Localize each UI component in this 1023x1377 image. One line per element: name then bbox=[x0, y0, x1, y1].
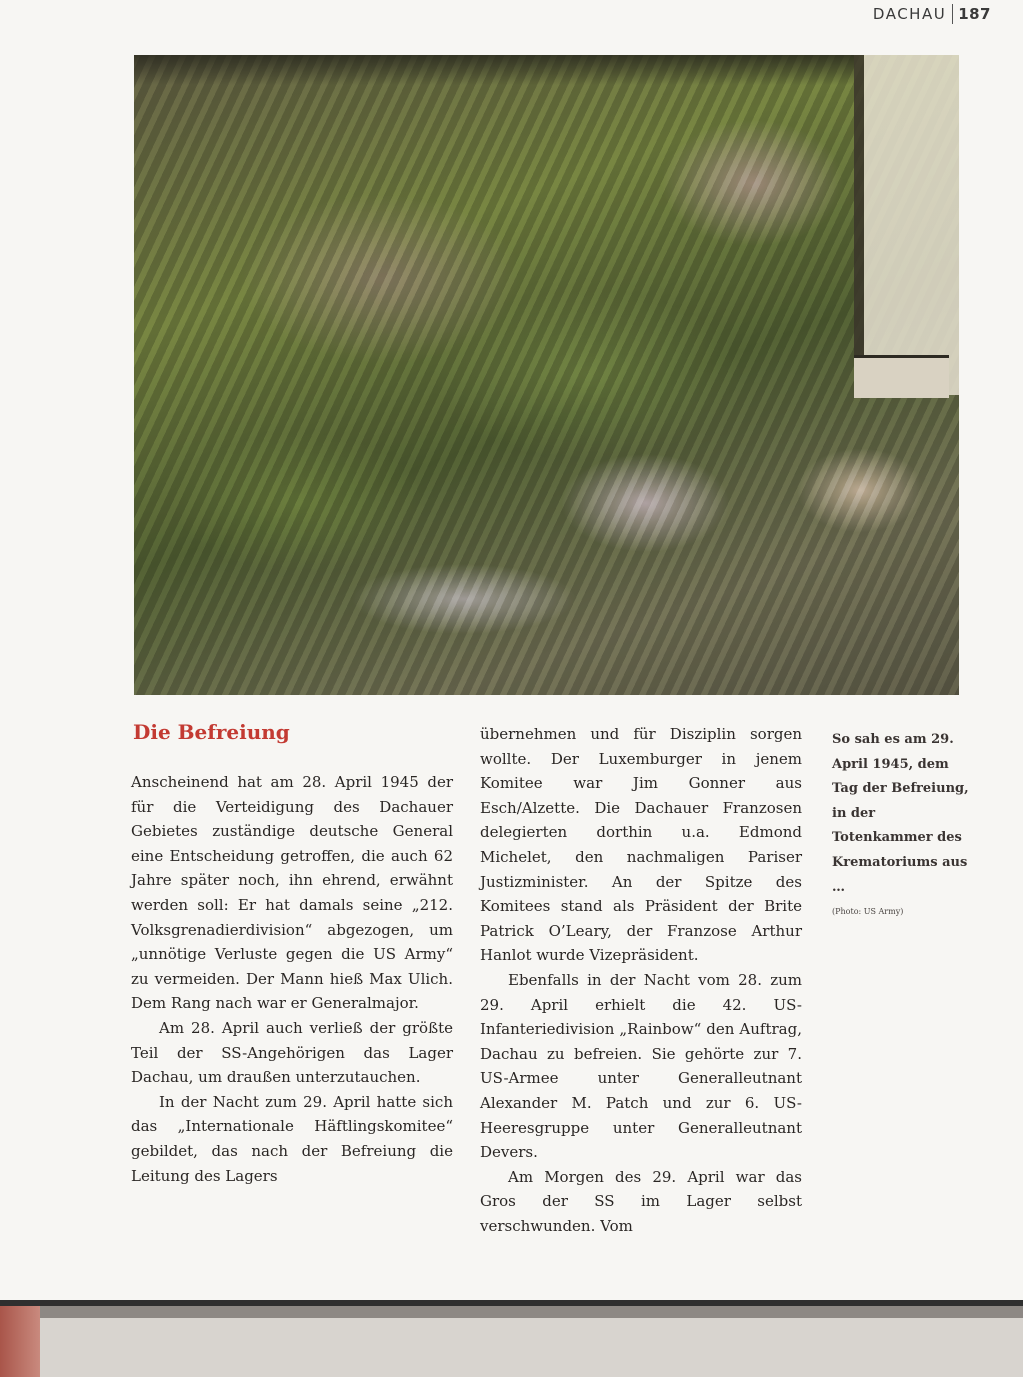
photo-door-frame bbox=[854, 355, 949, 398]
running-header bbox=[873, 4, 991, 24]
photo-texture bbox=[134, 55, 959, 695]
paragraph: In der Nacht zum 29. April hatte sich das „Internationale Häftlingskomitee“ gebildet, das nach der Befreiung die Leitung des Lagers bbox=[131, 1092, 453, 1185]
section-heading: Die Befreiung bbox=[133, 720, 290, 744]
paragraph: übernehmen und für Disziplin sorgen wollte. Der Luxemburger in jenem Komitee war Jim Gonner aus Esch/Alzette. Die Dachauer Franzosen delegierten dorthin u.a. Edmond Michelet, den nachmaligen Pariser Justizminister. An der Spitze des Komitees stand als Präsident der Brite Patrick O’Leary, der Franzose Arthur Hanlot wurde Vizepräsident. bbox=[480, 725, 802, 965]
scan-artifact bbox=[0, 1306, 40, 1377]
section-title: DACHAU bbox=[872, 5, 947, 23]
photo-caption: So sah es am 29. April 1945, dem Tag der Befreiung, in der Totenkammer des Krematoriums aus … bbox=[832, 732, 969, 895]
text-column-1 bbox=[131, 770, 453, 1188]
historical-photo bbox=[134, 55, 959, 695]
photo-shadow bbox=[134, 55, 854, 85]
paragraph: Am Morgen des 29. April war das Gros der SS im Lager selbst verschwunden. Vom bbox=[480, 1167, 802, 1235]
paragraph: Am 28. April auch verließ der größte Teil der SS-Angehörigen das Lager Dachau, um draußen unterzutauchen. bbox=[131, 1018, 453, 1087]
text-column-2 bbox=[480, 722, 802, 1238]
paragraph: Ebenfalls in der Nacht vom 28. zum 29. April erhielt die 42. US-Infanteriedivision „Rainbow“ den Auftrag, Dachau zu befreien. Sie gehörte zur 7. US-Armee unter Generalleutnant Alexander M. Patch und zur 6. US-Heeresgruppe unter Generalleutnant Devers. bbox=[480, 970, 802, 1162]
paragraph: Anscheinend hat am 28. April 1945 der für die Verteidigung des Dachauer Gebietes zuständige deutsche General eine Entscheidung getroffen, die auch 62 Jahre später noch, ihn ehrend, erwähnt werden soll: Er hat damals seine „212. Volksgrenadierdivision“ abgezogen, um „unnötige Verluste gegen die US Army“ zu vermeiden. Der Mann hieß Max Ulich. Dem Rang nach war er Generalmajor. bbox=[131, 773, 453, 1013]
photo-door bbox=[854, 55, 959, 395]
page-number: 187 bbox=[958, 5, 991, 23]
photo-credit: (Photo: US Army) bbox=[832, 907, 904, 916]
header-divider bbox=[952, 4, 953, 24]
scan-bottom-edge bbox=[0, 1300, 1023, 1377]
